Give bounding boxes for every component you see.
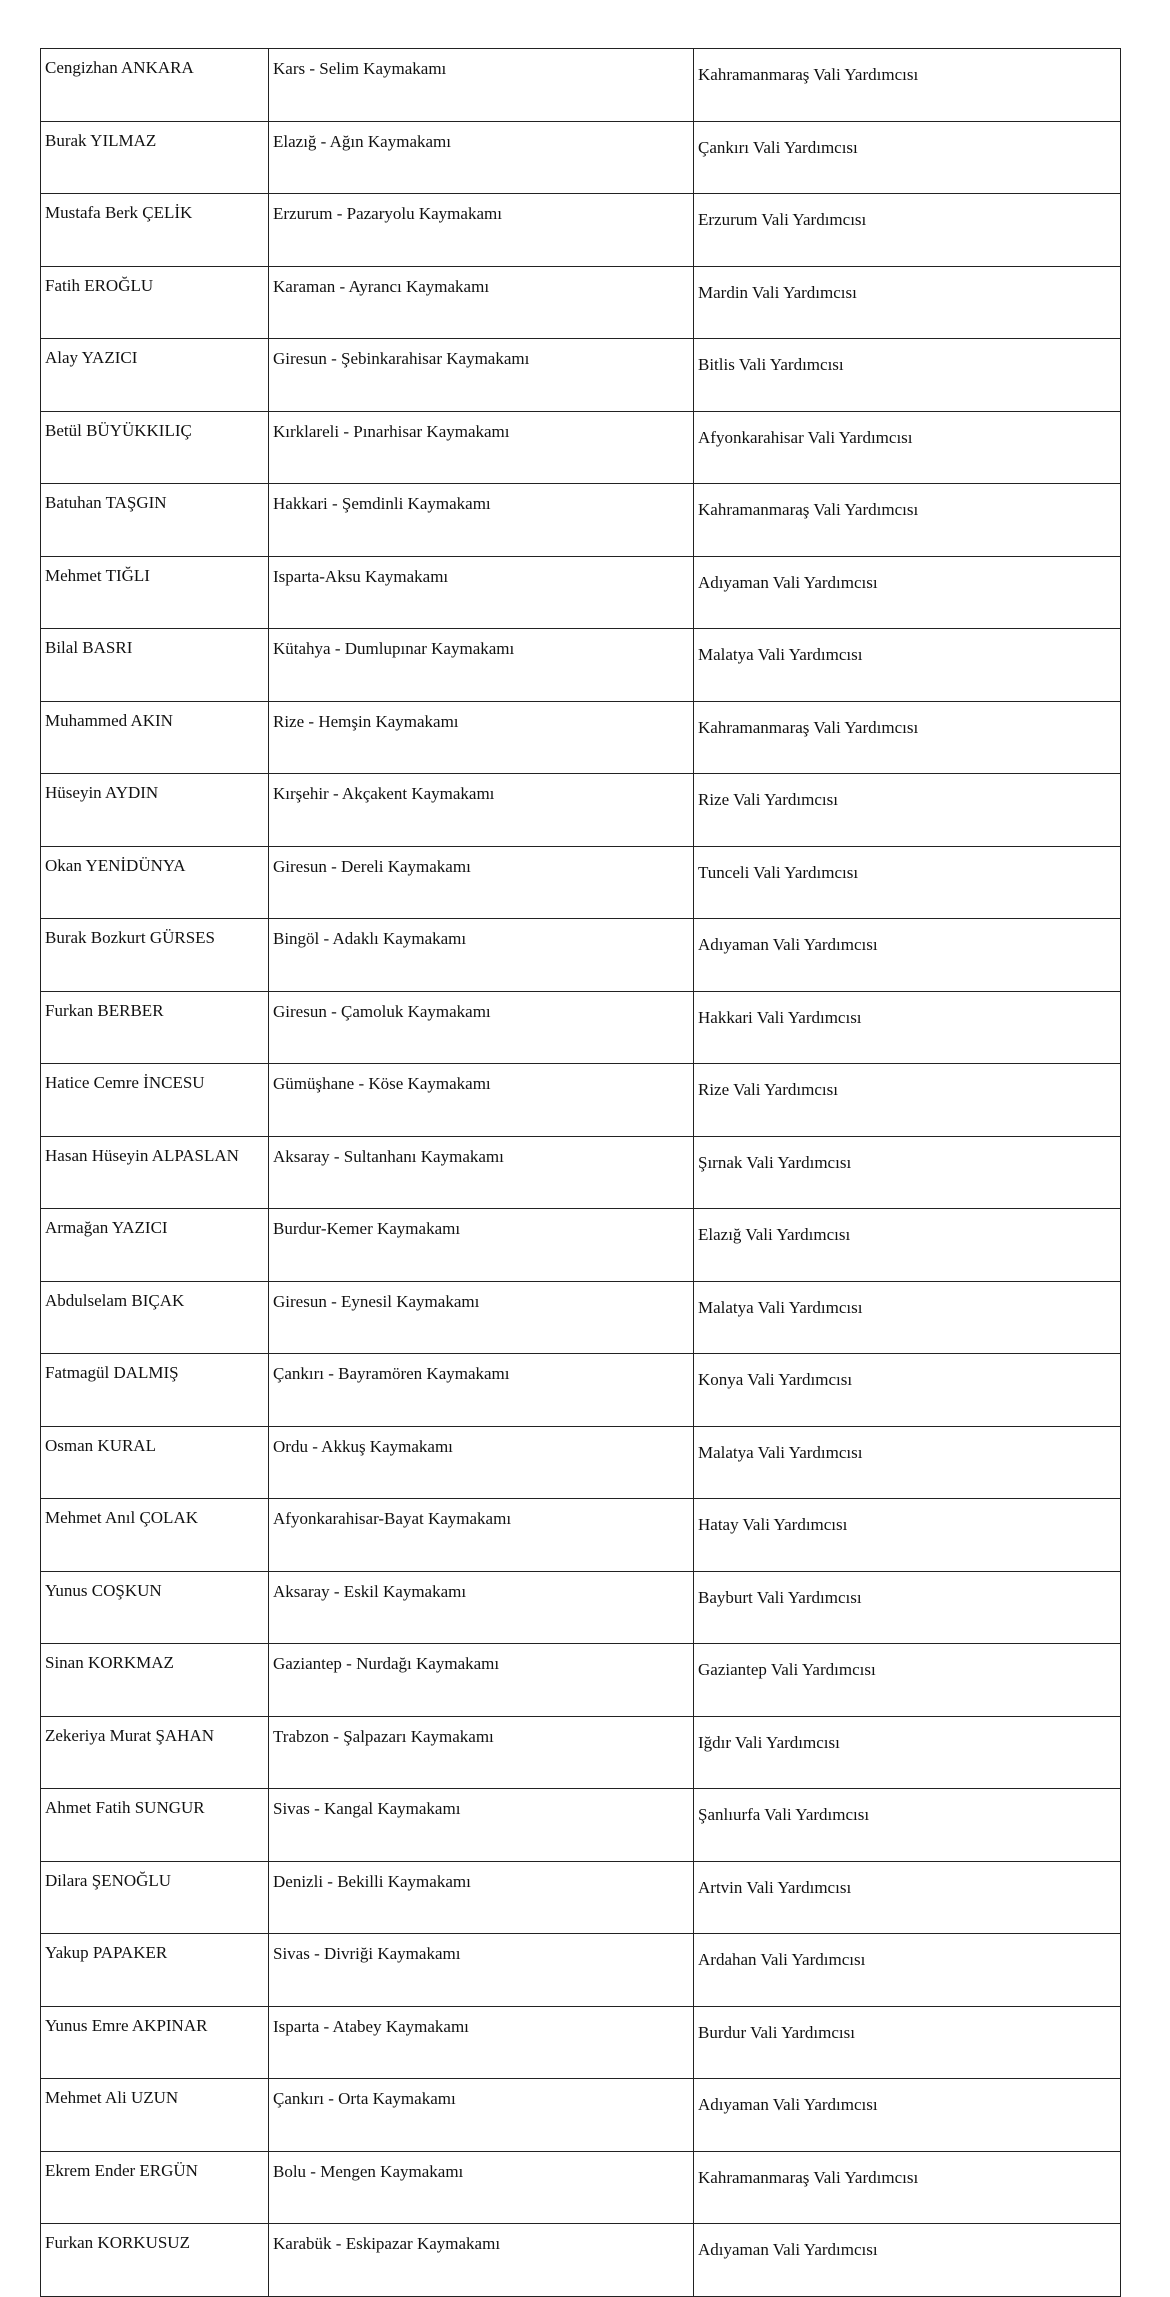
new-post-cell: Ardahan Vali Yardımcısı: [694, 1934, 1121, 2007]
current-post-cell: Erzurum - Pazaryolu Kaymakamı: [269, 194, 694, 267]
current-post-cell: Afyonkarahisar-Bayat Kaymakamı: [269, 1499, 694, 1572]
name-cell: Cengizhan ANKARA: [41, 49, 269, 122]
name-cell: Bilal BASRI: [41, 629, 269, 702]
name-cell: Hüseyin AYDIN: [41, 774, 269, 847]
name-cell: Yunus COŞKUN: [41, 1571, 269, 1644]
name-cell: Yakup PAPAKER: [41, 1934, 269, 2007]
table-row: [41, 556, 1121, 629]
current-post-cell: Bingöl - Adaklı Kaymakamı: [269, 919, 694, 992]
new-post-cell: Malatya Vali Yardımcısı: [694, 629, 1121, 702]
new-post-cell: Artvin Vali Yardımcısı: [694, 1861, 1121, 1934]
name-cell: Betül BÜYÜKKILIÇ: [41, 411, 269, 484]
new-post-cell: Adıyaman Vali Yardımcısı: [694, 919, 1121, 992]
table-row: [41, 2224, 1121, 2297]
table-row: [41, 1716, 1121, 1789]
new-post-cell: Malatya Vali Yardımcısı: [694, 1426, 1121, 1499]
appointments-table: [40, 48, 1121, 2297]
current-post-cell: Aksaray - Sultanhanı Kaymakamı: [269, 1136, 694, 1209]
name-cell: Burak YILMAZ: [41, 121, 269, 194]
name-cell: Mehmet Ali UZUN: [41, 2079, 269, 2152]
current-post-cell: Elazığ - Ağın Kaymakamı: [269, 121, 694, 194]
current-post-cell: Giresun - Çamoluk Kaymakamı: [269, 991, 694, 1064]
table-row: [41, 1789, 1121, 1862]
current-post-cell: Gaziantep - Nurdağı Kaymakamı: [269, 1644, 694, 1717]
current-post-cell: Isparta - Atabey Kaymakamı: [269, 2006, 694, 2079]
table-row: [41, 919, 1121, 992]
current-post-cell: Bolu - Mengen Kaymakamı: [269, 2151, 694, 2224]
name-cell: Osman KURAL: [41, 1426, 269, 1499]
current-post-cell: Karaman - Ayrancı Kaymakamı: [269, 266, 694, 339]
current-post-cell: Kütahya - Dumlupınar Kaymakamı: [269, 629, 694, 702]
table-row: [41, 411, 1121, 484]
name-cell: Fatmagül DALMIŞ: [41, 1354, 269, 1427]
current-post-cell: Çankırı - Orta Kaymakamı: [269, 2079, 694, 2152]
table-row: [41, 1354, 1121, 1427]
current-post-cell: Hakkari - Şemdinli Kaymakamı: [269, 484, 694, 557]
table-row: [41, 2079, 1121, 2152]
current-post-cell: Karabük - Eskipazar Kaymakamı: [269, 2224, 694, 2297]
table-row: [41, 1934, 1121, 2007]
name-cell: Ekrem Ender ERGÜN: [41, 2151, 269, 2224]
table-row: [41, 1571, 1121, 1644]
table-row: [41, 2151, 1121, 2224]
name-cell: Okan YENİDÜNYA: [41, 846, 269, 919]
name-cell: Mustafa Berk ÇELİK: [41, 194, 269, 267]
new-post-cell: Bayburt Vali Yardımcısı: [694, 1571, 1121, 1644]
new-post-cell: Şırnak Vali Yardımcısı: [694, 1136, 1121, 1209]
new-post-cell: Kahramanmaraş Vali Yardımcısı: [694, 484, 1121, 557]
table-row: [41, 1209, 1121, 1282]
table-row: [41, 194, 1121, 267]
current-post-cell: Denizli - Bekilli Kaymakamı: [269, 1861, 694, 1934]
new-post-cell: Gaziantep Vali Yardımcısı: [694, 1644, 1121, 1717]
name-cell: Burak Bozkurt GÜRSES: [41, 919, 269, 992]
table-row: [41, 1426, 1121, 1499]
name-cell: Batuhan TAŞGIN: [41, 484, 269, 557]
table-row: [41, 49, 1121, 122]
table-row: [41, 1499, 1121, 1572]
table-row: [41, 1644, 1121, 1717]
new-post-cell: Adıyaman Vali Yardımcısı: [694, 2224, 1121, 2297]
table-row: [41, 339, 1121, 412]
table-row: [41, 1064, 1121, 1137]
new-post-cell: Hatay Vali Yardımcısı: [694, 1499, 1121, 1572]
current-post-cell: Rize - Hemşin Kaymakamı: [269, 701, 694, 774]
current-post-cell: Ordu - Akkuş Kaymakamı: [269, 1426, 694, 1499]
new-post-cell: Bitlis Vali Yardımcısı: [694, 339, 1121, 412]
new-post-cell: Çankırı Vali Yardımcısı: [694, 121, 1121, 194]
name-cell: Abdulselam BIÇAK: [41, 1281, 269, 1354]
new-post-cell: Rize Vali Yardımcısı: [694, 1064, 1121, 1137]
new-post-cell: Erzurum Vali Yardımcısı: [694, 194, 1121, 267]
table-row: [41, 484, 1121, 557]
current-post-cell: Sivas - Divriği Kaymakamı: [269, 1934, 694, 2007]
table-row: [41, 266, 1121, 339]
current-post-cell: Isparta-Aksu Kaymakamı: [269, 556, 694, 629]
table-row: [41, 846, 1121, 919]
name-cell: Zekeriya Murat ŞAHAN: [41, 1716, 269, 1789]
current-post-cell: Gümüşhane - Köse Kaymakamı: [269, 1064, 694, 1137]
new-post-cell: Kahramanmaraş Vali Yardımcısı: [694, 49, 1121, 122]
current-post-cell: Giresun - Şebinkarahisar Kaymakamı: [269, 339, 694, 412]
table-row: [41, 121, 1121, 194]
current-post-cell: Aksaray - Eskil Kaymakamı: [269, 1571, 694, 1644]
current-post-cell: Giresun - Eynesil Kaymakamı: [269, 1281, 694, 1354]
current-post-cell: Kars - Selim Kaymakamı: [269, 49, 694, 122]
new-post-cell: Rize Vali Yardımcısı: [694, 774, 1121, 847]
new-post-cell: Hakkari Vali Yardımcısı: [694, 991, 1121, 1064]
name-cell: Hatice Cemre İNCESU: [41, 1064, 269, 1137]
table-row: [41, 991, 1121, 1064]
table-row: [41, 774, 1121, 847]
current-post-cell: Sivas - Kangal Kaymakamı: [269, 1789, 694, 1862]
table-row: [41, 2006, 1121, 2079]
name-cell: Dilara ŞENOĞLU: [41, 1861, 269, 1934]
name-cell: Furkan BERBER: [41, 991, 269, 1064]
current-post-cell: Çankırı - Bayramören Kaymakamı: [269, 1354, 694, 1427]
name-cell: Ahmet Fatih SUNGUR: [41, 1789, 269, 1862]
name-cell: Mehmet TIĞLI: [41, 556, 269, 629]
current-post-cell: Trabzon - Şalpazarı Kaymakamı: [269, 1716, 694, 1789]
table-row: [41, 629, 1121, 702]
new-post-cell: Adıyaman Vali Yardımcısı: [694, 556, 1121, 629]
new-post-cell: Konya Vali Yardımcısı: [694, 1354, 1121, 1427]
name-cell: Armağan YAZICI: [41, 1209, 269, 1282]
new-post-cell: Elazığ Vali Yardımcısı: [694, 1209, 1121, 1282]
name-cell: Mehmet Anıl ÇOLAK: [41, 1499, 269, 1572]
table-row: [41, 701, 1121, 774]
current-post-cell: Burdur-Kemer Kaymakamı: [269, 1209, 694, 1282]
current-post-cell: Kırklareli - Pınarhisar Kaymakamı: [269, 411, 694, 484]
name-cell: Yunus Emre AKPINAR: [41, 2006, 269, 2079]
new-post-cell: Kahramanmaraş Vali Yardımcısı: [694, 2151, 1121, 2224]
new-post-cell: Burdur Vali Yardımcısı: [694, 2006, 1121, 2079]
new-post-cell: Kahramanmaraş Vali Yardımcısı: [694, 701, 1121, 774]
new-post-cell: Malatya Vali Yardımcısı: [694, 1281, 1121, 1354]
name-cell: Sinan KORKMAZ: [41, 1644, 269, 1717]
name-cell: Muhammed AKIN: [41, 701, 269, 774]
new-post-cell: Tunceli Vali Yardımcısı: [694, 846, 1121, 919]
new-post-cell: Mardin Vali Yardımcısı: [694, 266, 1121, 339]
new-post-cell: Adıyaman Vali Yardımcısı: [694, 2079, 1121, 2152]
name-cell: Hasan Hüseyin ALPASLAN: [41, 1136, 269, 1209]
appointments-table-body: [41, 49, 1121, 2297]
new-post-cell: Iğdır Vali Yardımcısı: [694, 1716, 1121, 1789]
new-post-cell: Şanlıurfa Vali Yardımcısı: [694, 1789, 1121, 1862]
new-post-cell: Afyonkarahisar Vali Yardımcısı: [694, 411, 1121, 484]
current-post-cell: Giresun - Dereli Kaymakamı: [269, 846, 694, 919]
table-row: [41, 1136, 1121, 1209]
name-cell: Fatih EROĞLU: [41, 266, 269, 339]
table-row: [41, 1281, 1121, 1354]
name-cell: Alay YAZICI: [41, 339, 269, 412]
table-row: [41, 1861, 1121, 1934]
name-cell: Furkan KORKUSUZ: [41, 2224, 269, 2297]
current-post-cell: Kırşehir - Akçakent Kaymakamı: [269, 774, 694, 847]
